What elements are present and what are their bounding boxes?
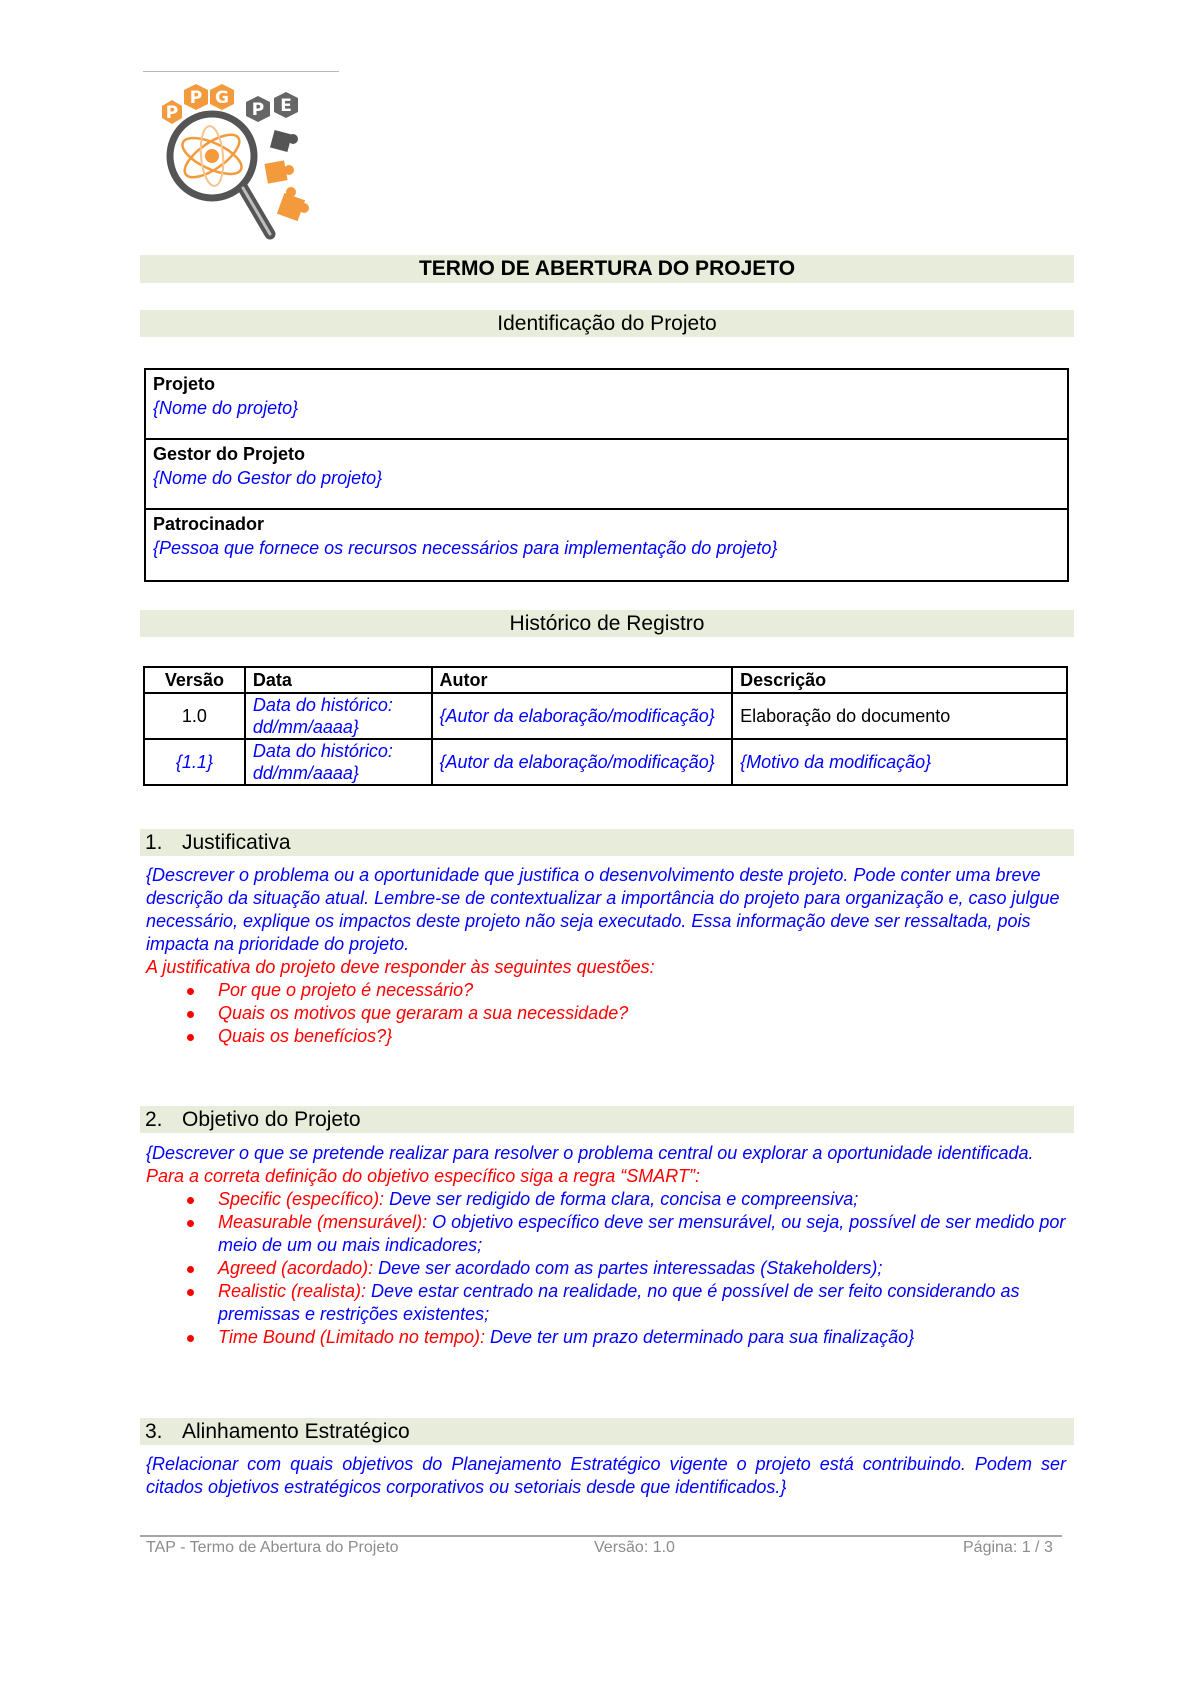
identificacao-heading: Identificação do Projeto — [140, 310, 1074, 337]
section-alinhamento-body — [146, 1453, 1066, 1499]
section-title: Alinhamento Estratégico — [182, 1420, 410, 1443]
footer-version: Versão: 1.0 — [594, 1539, 675, 1556]
alinhamento-text: {Relacionar com quais objetivos do Planejamento Estratégico vigente o projeto está contribuindo. Podem ser citados objetivos estratégicos corporativos ou setoriais desde que identificados.} — [146, 1454, 1066, 1497]
column-header: Autor — [432, 667, 733, 693]
smart-text: Deve estar centrado na realidade, no que é possível de ser feito considerando as premissas e restrições existentes; — [218, 1281, 1020, 1324]
field-gestor — [146, 440, 1067, 510]
cell-data: Data do histórico: dd/mm/aaaa} — [245, 693, 432, 739]
footer-document-name: TAP - Termo de Abertura do Projeto — [146, 1539, 399, 1556]
justificativa-questions — [146, 979, 1066, 1048]
cell-descricao: {Motivo da modificação} — [732, 739, 1067, 785]
section-alinhamento-heading — [140, 1418, 1074, 1445]
logo-letter-3: G — [215, 88, 229, 108]
smart-term: Specific (específico): — [218, 1189, 385, 1209]
field-label: Gestor do Projeto — [153, 444, 306, 464]
list-item — [146, 1211, 1066, 1257]
section-title: Justificativa — [182, 831, 291, 854]
logo-letter-2: P — [189, 88, 203, 108]
logo-letter-5: E — [280, 96, 292, 116]
footer-page-number: Página: 1 / 3 — [963, 1539, 1053, 1556]
cell-autor: {Autor da elaboração/modificação} — [432, 693, 733, 739]
cell-descricao: Elaboração do documento — [732, 693, 1067, 739]
list-item: Quais os benefícios?} — [146, 1025, 1066, 1048]
objetivo-intro: {Descrever o que se pretende realizar para resolver o problema central ou explorar a oportunidade identificada. — [146, 1143, 1034, 1163]
smart-text: Deve ter um prazo determinado para sua finalização} — [484, 1327, 915, 1347]
list-item: Quais os motivos que geraram a sua necessidade? — [146, 1002, 1066, 1025]
section-number: 1. — [145, 831, 163, 854]
historico-heading: Histórico de Registro — [140, 610, 1074, 637]
column-header: Descrição — [732, 667, 1067, 693]
field-value: {Nome do Gestor do projeto} — [153, 468, 383, 488]
cell-versao: {1.1} — [144, 739, 245, 785]
list-item — [146, 1280, 1066, 1326]
cell-data: Data do histórico: dd/mm/aaaa} — [245, 739, 432, 785]
footer-rule — [140, 1535, 1062, 1537]
smart-text: Deve ser acordado com as partes interessadas (Stakeholders); — [373, 1258, 883, 1278]
section-justificativa-body — [146, 864, 1066, 1048]
section-number: 2. — [145, 1108, 163, 1131]
field-projeto — [146, 370, 1067, 440]
section-title: Objetivo do Projeto — [182, 1108, 361, 1131]
field-label: Projeto — [153, 374, 216, 394]
smart-criteria-list — [146, 1188, 1066, 1349]
smart-text: Deve ser redigido de forma clara, concisa e compreensiva; — [384, 1189, 859, 1209]
smart-term: Measurable (mensurável): — [218, 1212, 428, 1232]
section-objetivo-heading — [140, 1106, 1074, 1133]
cell-versao: 1.0 — [144, 693, 245, 739]
section-objetivo-body — [146, 1142, 1066, 1349]
section-justificativa-heading — [140, 829, 1074, 856]
historico-table — [143, 666, 1068, 786]
justificativa-lead: A justificativa do projeto deve responder às seguintes questões: — [146, 957, 655, 977]
table-header-row — [144, 667, 1067, 693]
document-title: TERMO DE ABERTURA DO PROJETO — [140, 255, 1074, 283]
list-item: Por que o projeto é necessário? — [146, 979, 1066, 1002]
logo-letter-1: P — [165, 103, 179, 123]
list-item — [146, 1326, 1066, 1349]
logo-rule — [143, 71, 339, 72]
column-header: Data — [245, 667, 432, 693]
field-value: {Nome do projeto} — [153, 398, 299, 418]
smart-text: O objetivo específico deve ser mensurável, ou seja, possível de ser medido por meio de um ou mais indicadores; — [218, 1212, 1066, 1255]
list-item — [146, 1257, 1066, 1280]
cell-autor: {Autor da elaboração/modificação} — [432, 739, 733, 785]
list-item — [146, 1188, 1066, 1211]
objetivo-lead: Para a correta definição do objetivo específico siga a regra “SMART”: — [146, 1166, 700, 1186]
ppgpe-logo — [150, 84, 335, 256]
field-value: {Pessoa que fornece os recursos necessários para implementação do projeto} — [153, 538, 778, 558]
field-patrocinador — [146, 510, 1067, 580]
table-row — [144, 739, 1067, 785]
field-label: Patrocinador — [153, 514, 265, 534]
section-number: 3. — [145, 1420, 163, 1443]
smart-term: Time Bound (Limitado no tempo): — [218, 1327, 485, 1347]
justificativa-intro: {Descrever o problema ou a oportunidade que justifica o desenvolvimento deste projeto. Pode conter uma breve descrição da situação atual. Lembre-se de contextualizar a importância do projeto para organização e, caso julgue necessário, explique os impactos deste projeto não seja executado. Essa informação deve ser ressaltada, pois impacta na prioridade do projeto. — [146, 865, 1060, 954]
smart-term: Agreed (acordado): — [218, 1258, 374, 1278]
identificacao-box — [144, 368, 1069, 582]
column-header: Versão — [144, 667, 245, 693]
logo-letter-4: P — [251, 100, 265, 120]
table-row — [144, 693, 1067, 739]
smart-term: Realistic (realista): — [218, 1281, 367, 1301]
